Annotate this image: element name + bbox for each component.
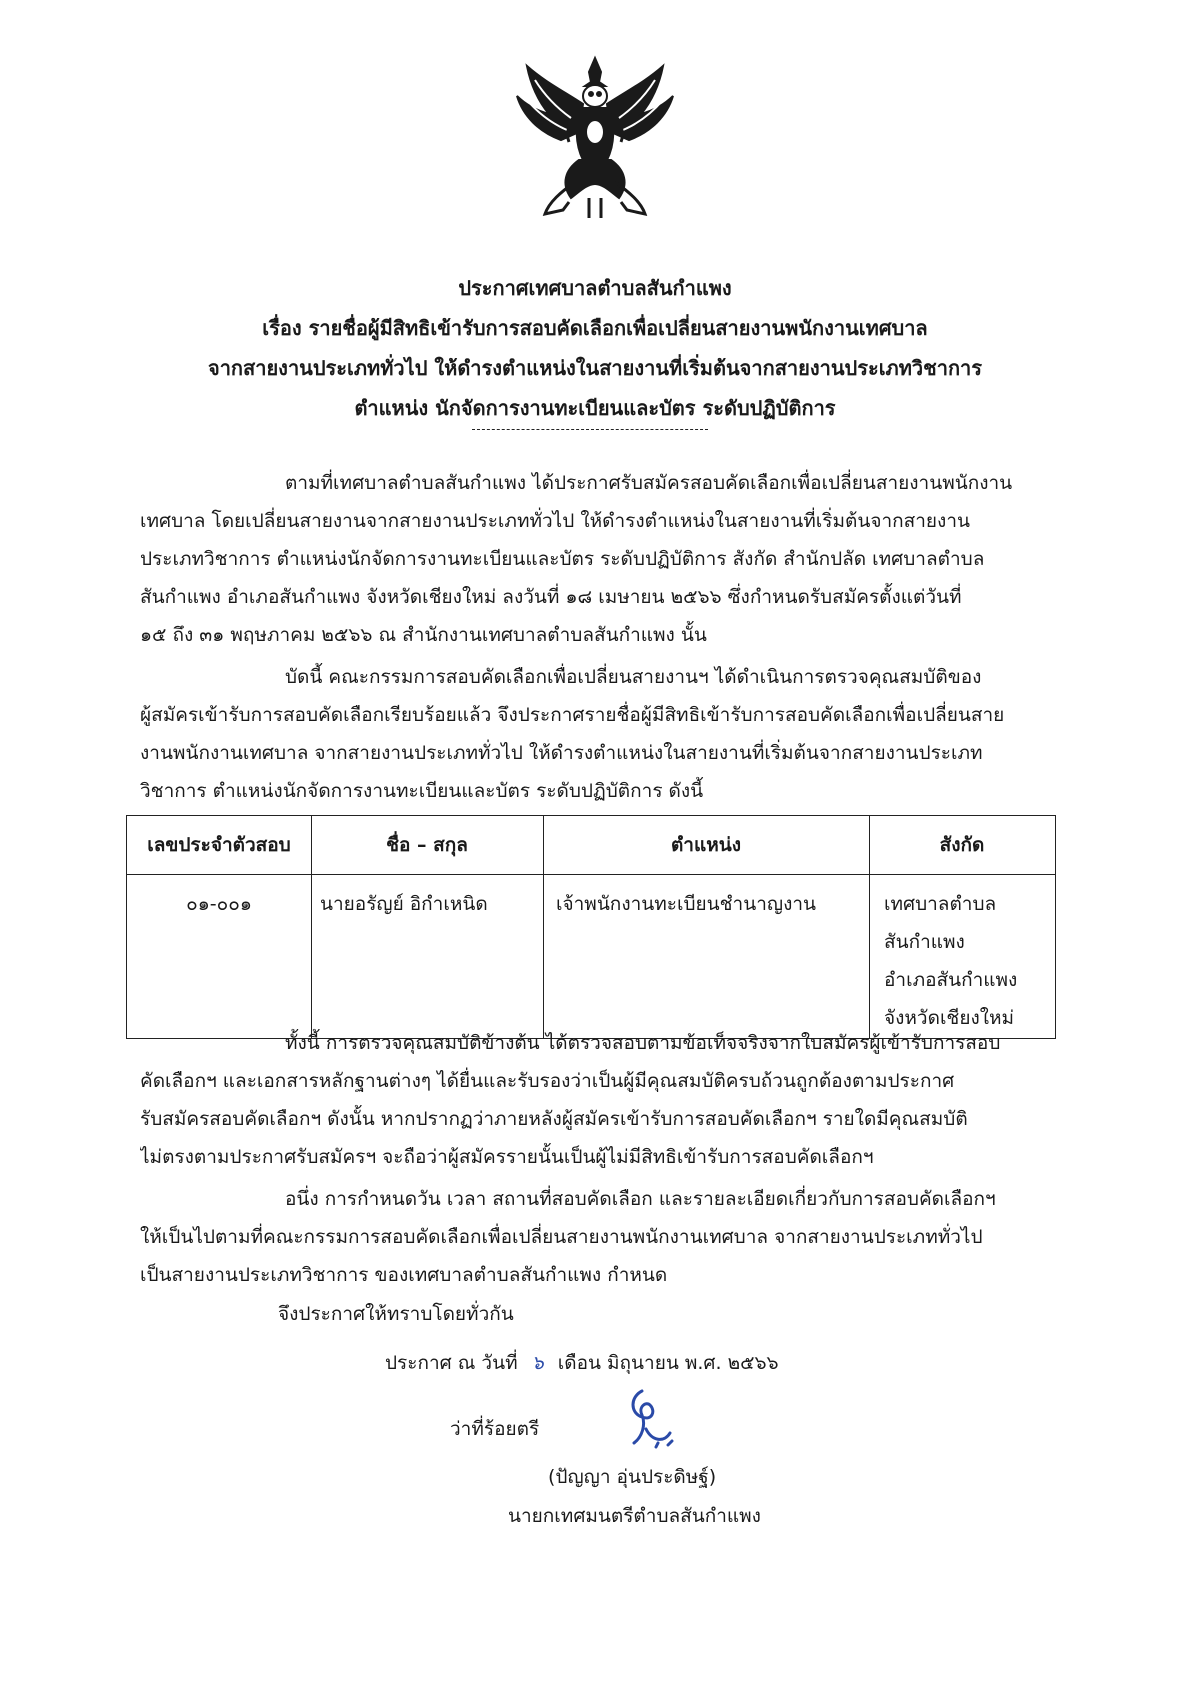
paragraph-line: ให้เป็นไปตามที่คณะกรรมการสอบคัดเลือกเพื่อเปลี่ยนสายงานพนักงานเทศบาล จากสายงานประเภททั่วไป xyxy=(140,1226,983,1248)
column-header-name: ชื่อ – สกุล xyxy=(312,816,544,875)
announcement-date xyxy=(385,1344,779,1382)
paragraph-qualification xyxy=(140,1024,1038,1176)
paragraph-line: ผู้สมัครเข้ารับการสอบคัดเลือกเรียบร้อยแล้ว จึงประกาศรายชื่อผู้มีสิทธิเข้ารับการสอบคัดเลือกเพื่อเปลี่ยนสาย xyxy=(140,704,1005,726)
paragraph-line: ตามที่เทศบาลตำบลสันกำแพง ได้ประกาศรับสมัครสอบคัดเลือกเพื่อเปลี่ยนสายงานพนักงาน xyxy=(285,472,1013,494)
affiliation-line: เทศบาลตำบลสันกำแพง xyxy=(884,893,997,953)
date-day: ๖ xyxy=(531,1352,544,1374)
paragraph-line: รับสมัครสอบคัดเลือกฯ ดังนั้น หากปรากฏว่าภายหลังผู้สมัครเข้ารับการสอบคัดเลือกฯ รายใดมีคุณสมบัติ xyxy=(140,1108,968,1130)
paragraph-line: ไม่ตรงตามประกาศรับสมัครฯ จะถือว่าผู้สมัครรายนั้นเป็นผู้ไม่มีสิทธิเข้ารับการสอบคัดเลือกฯ xyxy=(140,1146,874,1168)
subject-line: เรื่อง รายชื่อผู้มีสิทธิเข้ารับการสอบคัดเลือกเพื่อเปลี่ยนสายงานพนักงานเทศบาล xyxy=(262,316,928,340)
column-header-exam-id: เลขประจำตัวสอบ xyxy=(127,816,312,875)
date-suffix: เดือน มิถุนายน พ.ศ. ๒๕๖๖ xyxy=(557,1352,779,1374)
paragraph-schedule xyxy=(140,1180,1038,1294)
heading-divider xyxy=(472,429,708,430)
position-line: ตำแหน่ง นักจัดการงานทะเบียนและบัตร ระดับปฏิบัติการ xyxy=(354,396,836,420)
paragraph-line: เป็นสายงานประเภทวิชาการ ของเทศบาลตำบลสันกำแพง กำหนด xyxy=(140,1264,668,1286)
paragraph-line: คัดเลือกฯ และเอกสารหลักฐานต่างๆ ได้ยื่นและรับรองว่าเป็นผู้มีคุณสมบัติครบถ้วนถูกต้องตามประกาศ xyxy=(140,1070,955,1092)
signature-mark xyxy=(612,1383,692,1453)
date-prefix: ประกาศ ณ วันที่ xyxy=(385,1352,518,1374)
signer-rank: ว่าที่ร้อยตรี xyxy=(450,1418,540,1440)
signer-name: (ปัญญา อุ่นประดิษฐ์) xyxy=(548,1466,717,1488)
paragraph-line: งานพนักงานเทศบาล จากสายงานประเภททั่วไป ให้ดำรงตำแหน่งในสายงานที่เริ่มต้นจากสายงานประเภท xyxy=(140,742,983,764)
column-header-affiliation: สังกัด xyxy=(870,816,1056,875)
table-row xyxy=(127,875,1056,1039)
paragraph-line: ประเภทวิชาการ ตำแหน่งนักจัดการงานทะเบียนและบัตร ระดับปฏิบัติการ สังกัด สำนักปลัด เทศบาลตำบล xyxy=(140,548,985,570)
paragraph-line: ๑๕ ถึง ๓๑ พฤษภาคม ๒๕๖๖ ณ สำนักงานเทศบาลตำบลสันกำแพง นั้น xyxy=(140,624,707,646)
announcement-title: ประกาศเทศบาลตำบลสันกำแพง xyxy=(458,276,732,300)
signer-title: นายกเทศมนตรีตำบลสันกำแพง xyxy=(508,1505,761,1527)
affiliation-line: อำเภอสันกำแพง xyxy=(884,969,1018,991)
cell-name: นายอรัญย์ อิกำเหนิด xyxy=(312,875,544,1039)
subject-line-2: จากสายงานประเภททั่วไป ให้ดำรงตำแหน่งในสายงานที่เริ่มต้นจากสายงานประเภทวิชาการ xyxy=(207,356,983,380)
paragraph-line: สันกำแพง อำเภอสันกำแพง จังหวัดเชียงใหม่ ลงวันที่ ๑๘ เมษายน ๒๕๖๖ ซึ่งกำหนดรับสมัครตั้งแต่วันที่ xyxy=(140,586,962,608)
paragraph-line: วิชาการ ตำแหน่งนักจัดการงานทะเบียนและบัตร ระดับปฏิบัติการ ดังนี้ xyxy=(140,780,704,802)
paragraph-background xyxy=(140,464,1038,654)
column-header-position: ตำแหน่ง xyxy=(544,816,870,875)
paragraph-announcement xyxy=(140,658,1038,810)
garuda-emblem-icon xyxy=(505,52,685,224)
paragraph-line: ทั้งนี้ การตรวจคุณสมบัติข้างต้น ได้ตรวจสอบตามข้อเท็จจริงจากใบสมัครผู้เข้ารับการสอบ xyxy=(285,1032,1001,1054)
cell-affiliation xyxy=(870,875,1056,1039)
affiliation-line: จังหวัดเชียงใหม่ xyxy=(884,1007,1015,1029)
cell-position: เจ้าพนักงานทะเบียนชำนาญงาน xyxy=(544,875,870,1039)
closing-statement: จึงประกาศให้ทราบโดยทั่วกัน xyxy=(278,1303,514,1325)
paragraph-line: เทศบาล โดยเปลี่ยนสายงานจากสายงานประเภททั่วไป ให้ดำรงตำแหน่งในสายงานที่เริ่มต้นจากสายงาน xyxy=(140,510,970,532)
paragraph-line: อนึ่ง การกำหนดวัน เวลา สถานที่สอบคัดเลือก และรายละเอียดเกี่ยวกับการสอบคัดเลือกฯ xyxy=(285,1188,996,1210)
candidate-table xyxy=(126,815,1056,1039)
paragraph-line: บัดนี้ คณะกรรมการสอบคัดเลือกเพื่อเปลี่ยนสายงานฯ ได้ดำเนินการตรวจคุณสมบัติของ xyxy=(285,666,982,688)
table-header-row xyxy=(127,816,1056,875)
cell-exam-id: ๐๑-๐๐๑ xyxy=(127,875,312,1039)
